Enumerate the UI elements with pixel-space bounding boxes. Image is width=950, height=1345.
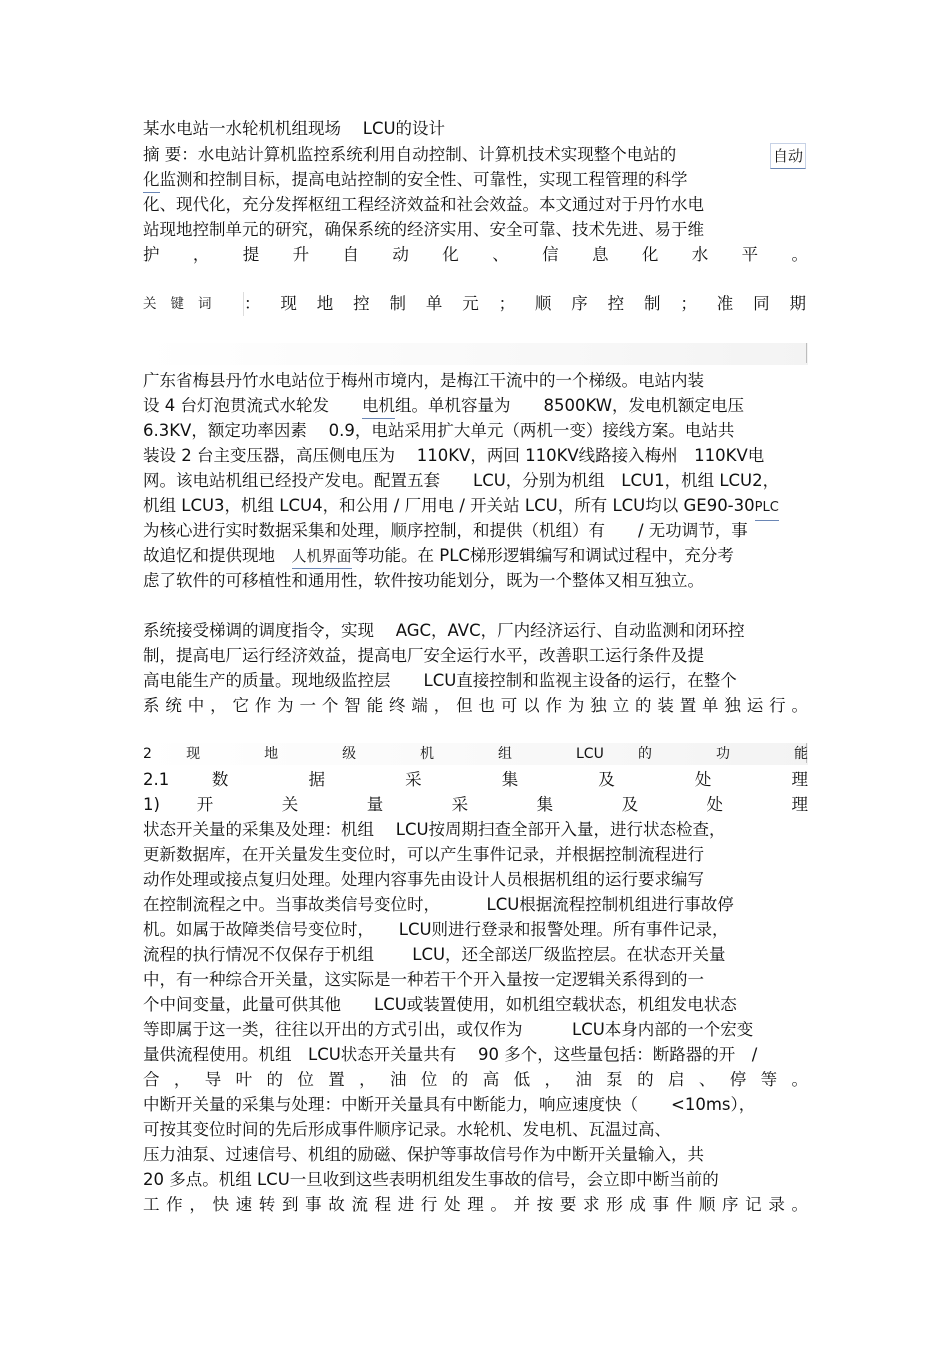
p3-line-11: 合，导叶的位置，油位的高低，油泵的启、停等。 xyxy=(143,1070,808,1089)
p3-line-8: 个中间变量，此量可供其他 LCU或装置使用，如机组空载状态，机组发电状态 xyxy=(143,995,737,1014)
p1-line-8-a: 故追忆和提供现地 xyxy=(143,546,292,565)
abstract-line-2 xyxy=(143,168,808,193)
p3-line-3: 动作处理或接点复归处理。处理内容事先由设计人员根据机组的运行要求编写 xyxy=(143,870,704,889)
section-1-bar-edge xyxy=(806,343,807,363)
p3-line-2: 更新数据库，在开关量发生变位时，可以产生事件记录，并根据控制流程进行 xyxy=(143,845,704,864)
p3-line-5: 机。如属于故障类信号变位时， LCU则进行登录和报警处理。所有事件记录， xyxy=(143,920,729,939)
p1-line-2 xyxy=(143,394,808,419)
link-hmi[interactable]: 人机界面 xyxy=(292,544,352,569)
abstract-label: 摘 要： xyxy=(143,145,198,164)
p1-line-8 xyxy=(143,544,808,569)
p1-line-6 xyxy=(143,494,808,521)
p3-line-4: 在控制流程之中。当事故类信号变位时， LCU根据流程控制机组进行事故停 xyxy=(143,895,734,914)
p1-line-6-a: 机组 LCU3，机组 LCU4，和公用 / 厂用电 / 开关站 LCU，所有 LCU均以 GE90-30 xyxy=(143,496,755,515)
p2-line-4: 系统中，它作为一个智能终端，但也可以作为独立的装置单独运行。 xyxy=(143,696,808,715)
link-automation-part1[interactable]: 自动 xyxy=(770,143,806,169)
p3-line-14: 压力油泵、过速信号、机组的励磁、保护等事故信号作为中断开关量输入，共 xyxy=(143,1145,704,1164)
section-2-heading: 2 现 地 级 机 组 LCU 的 功 能 xyxy=(143,746,808,762)
link-plc[interactable]: PLC xyxy=(755,496,779,521)
abstract-line-5: 护，提升自动化、信息化水平。 xyxy=(143,245,808,264)
p3-line-9: 等即属于这一类，往往以开出的方式引出，或仅作为 LCU本身内部的一个宏变 xyxy=(143,1020,754,1039)
link-generator[interactable]: 电机 xyxy=(362,394,395,419)
p3-line-6: 流程的执行情况不仅保存于机组 LCU，还全部送厂级监控层。在状态开关量 xyxy=(143,945,726,964)
p1-line-2-a: 设 4 台灯泡贯流式水轮发 xyxy=(143,396,362,415)
p1-line-5: 网。该电站机组已经投产发电。配置五套 LCU，分别为机组 LCU1，机组 LCU2， xyxy=(143,471,780,490)
keywords-label: 关键词 xyxy=(143,292,244,316)
p1-line-9: 虑了软件的可移植性和通用性，软件按功能划分，既为一个整体又相互独立。 xyxy=(143,571,704,590)
p1-line-8-b: 等功能。在 PLC梯形逻辑编写和调试过程中，充分考 xyxy=(351,546,734,565)
abstract-line-3: 化、现代化，充分发挥枢纽工程经济效益和社会效益。本文通过对于丹竹水电 xyxy=(143,195,704,214)
abstract-text-2: 监测和控制目标，提高电站控制的安全性、可靠性，实现工程管理的科学 xyxy=(159,170,688,189)
p1-line-7: 为核心进行实时数据采集和处理，顺序控制，和提供（机组）有 / 无功调节，事 xyxy=(143,521,748,540)
p2-line-2: 制，提高电厂运行经济效益，提高电厂安全运行水平，改善职工运行条件及提 xyxy=(143,646,704,665)
link-automation-part2[interactable]: 化 xyxy=(143,168,160,193)
p3-line-16: 工作，快速转到事故流程进行处理。并按要求形成事件顺序记录。 xyxy=(143,1195,808,1214)
p1-line-2-b: 组。单机容量为 8500KW，发电机额定电压 xyxy=(395,396,745,415)
keywords-text: ：现地控制单元；顺序控制；准同期 xyxy=(244,294,808,313)
keywords-line xyxy=(143,292,808,316)
abstract-line-1 xyxy=(143,143,808,167)
abstract-text-1: 水电站计算机监控系统利用自动控制、计算机技术实现整个电站的 xyxy=(197,145,677,164)
section-1-bar xyxy=(143,343,808,365)
p3-line-12: 中断开关量的采集与处理：中断开关量具有中断能力，响应速度快（ <10ms）， xyxy=(143,1095,756,1114)
p3-line-7: 中，有一种综合开关量，这实际是一种若干个开入量按一定逻辑关系得到的一 xyxy=(143,970,704,989)
p2-line-1: 系统接受梯调的调度指令，实现 AGC，AVC，厂内经济运行、自动监测和闭环控 xyxy=(143,621,745,640)
p1-line-1: 广东省梅县丹竹水电站位于梅州市境内，是梅江干流中的一个梯级。电站内装 xyxy=(143,371,704,390)
p2-line-3: 高电能生产的质量。现地级监控层 LCU直接控制和监视主设备的运行，在整个 xyxy=(143,671,737,690)
p3-line-1: 状态开关量的采集及处理：机组 LCU按周期扫查全部开入量，进行状态检查， xyxy=(143,820,726,839)
p3-line-10: 量供流程使用。机组 LCU状态开关量共有 90 多个，这些量包括：断路器的开 / xyxy=(143,1045,758,1064)
section-2-1-heading: 2.1 数 据 采 集 及 处 理 xyxy=(143,770,808,789)
p1-line-3: 6.3KV，额定功率因素 0.9，电站采用扩大单元（两机一变）接线方案。电站共 xyxy=(143,421,735,440)
p3-line-15: 20 多点。机组 LCU一旦收到这些表明机组发生事故的信号，会立即中断当前的 xyxy=(143,1170,719,1189)
section-2-1-item-1: 1) 开 关 量 采 集 及 处 理 xyxy=(143,795,808,814)
p1-line-4: 装设 2 台主变压器，高压侧电压为 110KV，两回 110KV线路接入梅州 110KV电 xyxy=(143,446,765,465)
p3-line-13: 可按其变位时间的先后形成事件顺序记录。水轮机、发电机、瓦温过高、 xyxy=(143,1120,671,1139)
document-title: 某水电站一水轮机机组现场 LCU的设计 xyxy=(143,119,446,138)
abstract-line-4: 站现地控制单元的研究，确保系统的经济实用、安全可靠、技术先进、易于维 xyxy=(143,220,704,239)
